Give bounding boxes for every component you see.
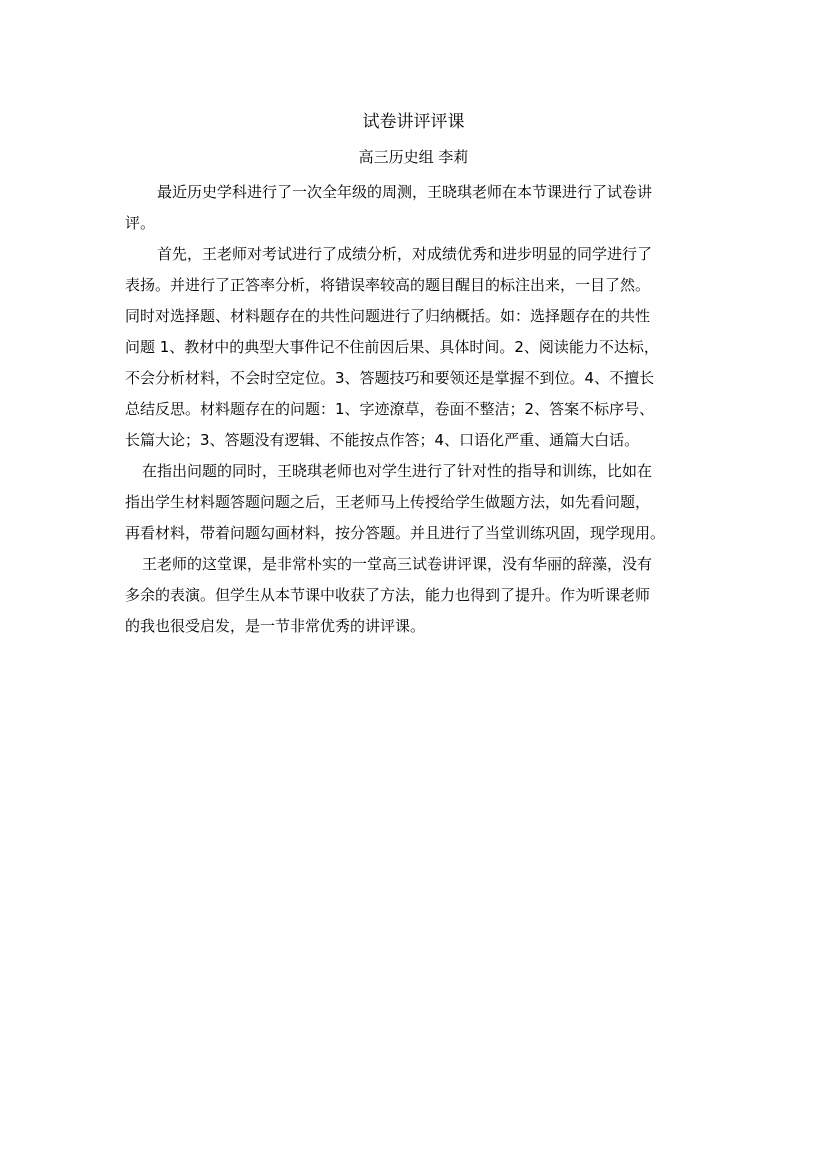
- body-line: 同时对选择题、材料题存在的共性问题进行了归纳概括。如：选择题存在的共性: [125, 307, 651, 325]
- body-line: 表扬。并进行了正答率分析，将错误率较高的题目醒目的标注出来，一目了然。: [125, 276, 651, 294]
- body-line: 总结反思。材料题存在的问题：1、字迹潦草，卷面不整洁；2、答案不标序号、: [125, 400, 655, 418]
- document-author: 高三历史组 李莉: [358, 148, 469, 166]
- body-line: 指出学生材料题答题问题之后，王老师马上传授给学生做题方法，如先看问题，: [125, 493, 651, 511]
- body-line: 首先，王老师对考试进行了成绩分析，对成绩优秀和进步明显的同学进行了: [157, 245, 653, 263]
- body-line: 多余的表演。但学生从本节课中收获了方法，能力也得到了提升。作为听课老师: [125, 586, 651, 604]
- body-line: 评。: [125, 214, 156, 232]
- body-line: 最近历史学科进行了一次全年级的周测，王晓琪老师在本节课进行了试卷讲: [157, 183, 653, 201]
- body-line: 长篇大论；3、答题没有逻辑、不能按点作答；4、口语化严重、通篇大白话。: [125, 431, 640, 449]
- body-line: 不会分析材料，不会时空定位。3、答题技巧和要领还是掌握不到位。4、不擅长: [125, 369, 655, 387]
- body-line: 王老师的这堂课，是非常朴实的一堂高三试卷讲评课，没有华丽的辞藻，没有: [142, 555, 653, 573]
- body-line: 再看材料，带着问题勾画材料，按分答题。并且进行了当堂训练巩固，现学现用。: [125, 524, 666, 542]
- document-title: 试卷讲评评课: [362, 112, 465, 132]
- body-line: 在指出问题的同时，王晓琪老师也对学生进行了针对性的指导和训练，比如在: [142, 462, 653, 480]
- body-line: 的我也很受启发，是一节非常优秀的讲评课。: [125, 617, 426, 635]
- body-line: 问题 1、教材中的典型大事件记不住前因后果、具体时间。2、阅读能力不达标，: [125, 338, 659, 356]
